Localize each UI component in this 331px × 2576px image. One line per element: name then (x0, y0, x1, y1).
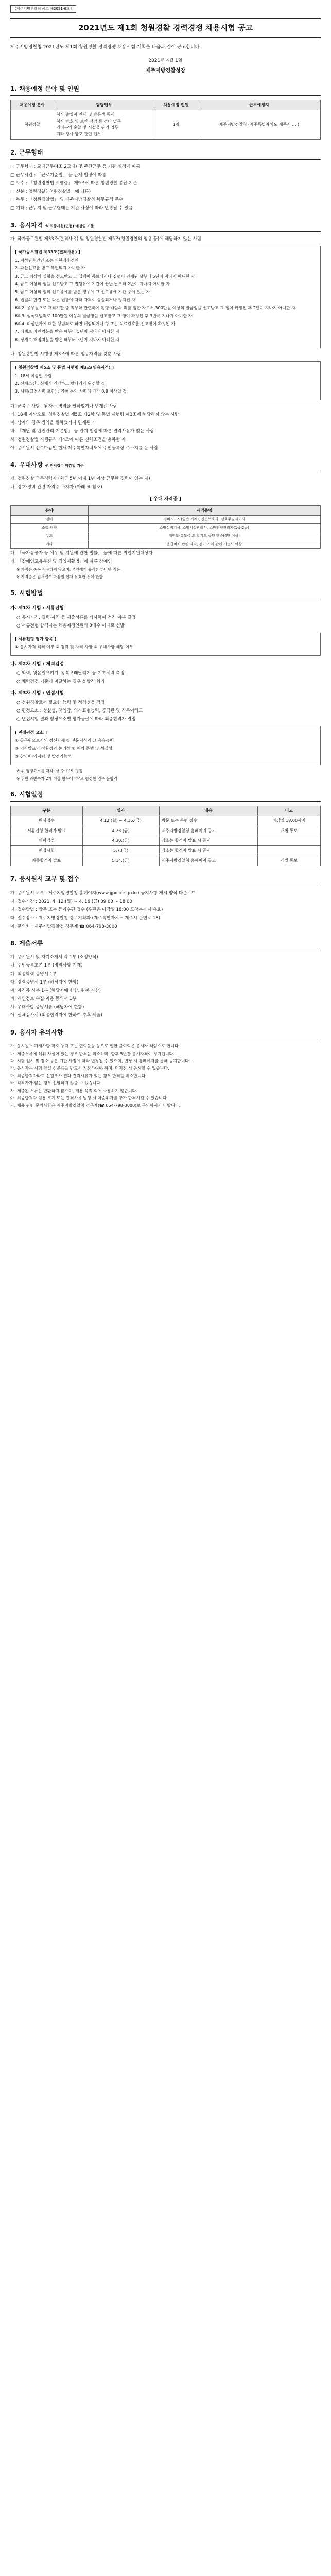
table-cell: 소방설비기사, 소방시설관리사, 소방안전관리자(1급·2급) (88, 523, 321, 532)
section-title: 1. 채용예정 분야 및 인원 (10, 84, 321, 96)
table-cell: 5.14.(금) (82, 856, 159, 866)
table-cell: 개별 통보 (257, 856, 320, 866)
table-row (11, 846, 321, 856)
note-line: ※ 위 평정요소를 각각 '상·중·하'로 평정 (16, 769, 83, 774)
table-header: 채용예정 인원 (154, 100, 198, 110)
notice-reference: 【제주지방경찰청 공고 제2021-6호】 (10, 5, 76, 13)
subsection-title: 다. 제3차 시험 : 면접시험 (10, 691, 64, 697)
method-line: ○ 서류전형 합격자는 채용예정인원의 3배수 이내로 선발 (16, 623, 125, 629)
caution-line: 아. 최종합격자 임용 포기 또는 결격사유 발생 시 차순위자를 추가 합격시킬 수 있습니다. (10, 1095, 168, 1100)
table-header: 내용 (159, 806, 257, 816)
table-row (11, 826, 321, 836)
table-header: 일자 (82, 806, 159, 816)
eligibility-extra: 마. 남자의 경우 병역을 필하였거나 면제된 자 (10, 420, 96, 426)
eligibility-extra: 라. 18세 이상으로, 청원경찰법 제5조 제2항 및 동법 시행령 제3조에 해당하지 않는 사람 (10, 412, 179, 417)
box-line: ③ 의사발표의 정확성과 논리성 ④ 예의·품행 및 성실성 (15, 746, 113, 751)
table-row (11, 856, 321, 866)
method-line: ○ 체력검정 기준에 미달하는 경우 불합격 처리 (16, 679, 105, 684)
table-header: 구분 (11, 806, 83, 816)
table-header: 비고 (257, 806, 320, 816)
caution-line: 나. 제출서류에 허위 사실이 있는 경우 합격을 취소하며, 향후 5년간 응시자격이 정지됩니다. (10, 1051, 175, 1056)
table-cell: 4.12.(월) ~ 4.16.(금) (82, 816, 159, 826)
document-line: 라. 경력증명서 1부 (해당자에 한함) (10, 979, 79, 985)
note-line: ※ 가점은 중복 적용하지 않으며, 본인에게 유리한 하나만 적용 (16, 567, 120, 572)
box-line: 4. 금고 이상의 형을 선고받고 그 집행유예 기간이 끝난 날부터 2년이 지나지 아니한 자 (15, 281, 170, 286)
box-line: 7. 징계로 파면처분을 받은 때부터 5년이 지나지 아니한 자 (15, 329, 120, 334)
caution-line: 라. 응시자는 시험 당일 신분증을 반드시 지참하여야 하며, 미지참 시 응시할 수 없습니다. (10, 1066, 169, 1071)
table-row (11, 836, 321, 846)
subsection-title: 가. 제1차 시험 : 서류전형 (10, 605, 64, 611)
work-type-item: □ 복무 : 「청원경찰법」 및 제주지방경찰청 복무규정 준수 (10, 197, 124, 203)
cert-table-title: [ 우대 자격증 ] (149, 496, 182, 502)
table-cell: 5.7.(금) (82, 846, 159, 856)
table-cell: 제주지방경찰청 홈페이지 공고 (159, 826, 257, 836)
section-preference (10, 460, 321, 580)
table-cell: 방문 또는 우편 접수 (159, 816, 257, 826)
table-header: 분야 (11, 505, 89, 515)
box-line: 1. 피성년후견인 또는 피한정후견인 (15, 258, 79, 263)
box-line: 2. 신체조건 : 신체가 건강하고 팔다리가 완전할 것 (15, 381, 105, 386)
table-cell (257, 846, 320, 856)
table-cell: 서류전형 합격자 발표 (11, 826, 83, 836)
section-application (10, 874, 321, 930)
table-cell: 장소는 합격자 발표 시 공지 (159, 836, 257, 846)
method-line: ○ 면접시험 결과 평정요소별 평가등급에 따라 최종합격자 결정 (16, 717, 136, 722)
section-title: 6. 시험일정 (10, 790, 321, 802)
cautions-list (10, 1043, 321, 1109)
work-type-item: □ 근무형태 : 교대근무(4조 2교대) 및 주간근무 등 기관 실정에 따름 (10, 164, 141, 170)
eligibility-line: 다. 군복무 사항 : 남자는 병역을 필하였거나 면제된 사람 (10, 403, 117, 409)
document-line: 다. 최종학력 증명서 1부 (10, 971, 57, 977)
method-note (16, 768, 321, 782)
table-row (11, 816, 321, 826)
document-line: 사. 우대사항 증빙서류 (해당자에 한함) (10, 1005, 84, 1010)
application-line: 마. 문의처 : 제주지방경찰청 경무계 ☎ 064-798-3000 (10, 924, 117, 929)
table-cell-field: 청원경찰 (11, 110, 54, 140)
table-cell: 경비 (11, 516, 89, 524)
section-title: 9. 응시자 유의사항 (10, 1028, 321, 1040)
table-cell-duties (54, 110, 154, 140)
table-header: 채용예정 분야 (11, 100, 54, 110)
interview-eval-box (10, 726, 321, 765)
section-title (10, 460, 321, 472)
section-title: 2. 근무형태 (10, 148, 321, 160)
box-line: 6의2. 공무원으로 재직기간 중 직무와 관련하여 횡령·배임의 죄를 범한 자로서 300만원 이상의 벌금형을 선고받고 그 형이 확정된 후 2년이 지나지 아니한 자 (15, 306, 295, 311)
note-line: ※ 위원 과반수가 2개 이상 항목에 '하'로 평정한 경우 불합격 (16, 776, 118, 781)
method-line: ○ 평정요소 : 성실성, 책임감, 의사표현능력, 공직관 및 직무이해도 (16, 708, 143, 714)
note-line: ※ 자격증은 원서접수 마감일 현재 유효한 것에 한함 (16, 574, 103, 580)
box-line: [ 서류전형 평가 항목 ] (15, 636, 57, 641)
box-line: 3. 금고 이상의 실형을 선고받고 그 집행이 종료되거나 집행이 면제된 날부터 5년이 지나지 아니한 자 (15, 274, 195, 279)
section-note: ※ 원서접수 마감일 기준 (45, 463, 84, 468)
table-cell: 개별 통보 (257, 826, 320, 836)
box-line: 2. 파산선고를 받고 복권되지 아니한 자 (15, 266, 85, 271)
box-line: 6의3. 성폭력범죄로 100만원 이상의 벌금형을 선고받고 그 형이 확정된 후 3년이 지나지 아니한 자 (15, 313, 193, 318)
section-documents (10, 939, 321, 1020)
recruitment-table (10, 100, 321, 140)
caution-line: 사. 제출된 서류는 반환하지 않으며, 채용 목적 외에 사용하지 않습니다. (10, 1088, 137, 1093)
notice-intro: 제주지방경찰청 2021년도 제1회 청원경찰 경력경쟁 채용시험 계획을 다음과 같이 공고합니다. (10, 45, 201, 50)
application-line: 나. 접수기간 : 2021. 4. 12.(월) ~ 4. 16.(금) 09:00 ~ 18:00 (10, 899, 132, 904)
work-type-item: □ 보수 : 「청원경찰법 시행령」 제9조에 따른 청원경찰 봉급 기준 (10, 180, 137, 186)
qualification-box (10, 361, 321, 400)
preference-line: 나. 경호·경비 관련 자격증 소지자 (아래 표 참조) (10, 484, 102, 490)
duty-item: 기타 청사 방호 관련 업무 (56, 131, 101, 137)
box-line: ① 공무원으로서의 정신자세 ② 전문지식과 그 응용능력 (15, 738, 114, 743)
section-schedule (10, 790, 321, 866)
caution-line: 마. 최종합격자라도 신원조사 결과 결격사유가 있는 경우 합격을 취소합니다. (10, 1073, 147, 1078)
application-line: 라. 접수장소 : 제주지방경찰청 경무기획과 (제주특별자치도 제주시 문연로 18) (10, 916, 160, 921)
document-line: 아. 신체검사서 (최종합격자에 한하여 추후 제출) (10, 1013, 102, 1019)
box-line: ⑤ 창의력·의지력 및 발전가능성 (15, 754, 72, 759)
eligibility-extra: 아. 응시원서 접수마감일 현재 제주특별자치도에 주민등록상 주소지를 둔 사람 (10, 445, 159, 451)
caution-line: 다. 시험 일시 및 장소 등은 기관 사정에 따라 변경될 수 있으며, 변경 시 홈페이지를 통해 공지합니다. (10, 1059, 190, 1064)
disqualification-box (10, 246, 321, 348)
table-cell: 최종합격자 발표 (11, 856, 83, 866)
document-line: 바. 개인정보 수집·이용 동의서 1부 (10, 996, 77, 1002)
table-cell: 제주지방경찰청 홈페이지 공고 (159, 856, 257, 866)
section-title: 7. 응시원서 교부 및 접수 (10, 874, 321, 886)
table-cell: 체력검정 (11, 836, 83, 846)
table-cell: 면접시험 (11, 846, 83, 856)
box-line: 8. 징계로 해임처분을 받은 때부터 3년이 지나지 아니한 자 (15, 337, 120, 342)
duty-item: 청사 출입자 안내 및 방문객 통제 (56, 112, 115, 117)
notice-title: 2021년도 제1회 청원경찰 경력경쟁 채용시험 공고 (10, 18, 321, 38)
section-title: 5. 시험방법 (10, 588, 321, 600)
table-cell-count: 1명 (154, 110, 198, 140)
caution-line: 가. 응시원서 기재사항 착오·누락 또는 연락불능 등으로 인한 불이익은 응시자 책임으로 합니다. (10, 1044, 180, 1049)
method-line: ○ 청원경찰로서 필요한 능력 및 적격성을 검정 (16, 700, 105, 705)
table-cell: 마감일 18:00까지 (257, 816, 320, 826)
document-line: 가. 응시원서 및 자기소개서 각 1부 (소정양식) (10, 955, 98, 960)
section-title-text: 4. 우대사항 (10, 461, 43, 468)
section-title-text: 3. 응시자격 (10, 221, 43, 229)
eligibility-line: 가. 국가공무원법 제33조(결격사유) 및 청원경찰법 제5조(청원경찰의 임용 등)에 해당하지 않는 사람 (10, 236, 202, 242)
table-header: 근무예정지 (198, 100, 320, 110)
table-cell: 무도 (11, 532, 89, 540)
duty-item: 경비구역 순찰 및 시설물 관리 업무 (56, 125, 119, 130)
table-cell: 응급처치 관련 자격, 전기·기계 관련 기능사 이상 (88, 540, 321, 548)
table-cell: 기타 (11, 540, 89, 548)
box-line: 6. 법원의 판결 또는 다른 법률에 따라 자격이 상실되거나 정지된 자 (15, 297, 135, 302)
box-line: 3. 시력(교정시력 포함) : 양쪽 눈의 시력이 각각 0.8 이상일 것 (15, 389, 127, 394)
table-cell: 경비지도사(일반·기계), 신변보호사, 경호무술지도자 (88, 516, 321, 524)
preference-line: 다. 「국가유공자 등 예우 및 지원에 관한 법률」 등에 따른 취업지원대상자 (10, 550, 153, 556)
application-line: 가. 응시원서 교부 : 제주지방경찰청 홈페이지(www.jjpolice.go.kr) 공지사항 게시 양식 다운로드 (10, 890, 196, 896)
table-header: 담당업무 (54, 100, 154, 110)
section-work-type (10, 148, 321, 212)
notice-date: 2021년 4월 1일 (148, 58, 183, 64)
table-cell-place: 제주지방경찰청 (제주특별자치도 제주시 … ) (198, 110, 320, 140)
document-eval-box (10, 633, 321, 656)
section-eligibility (10, 221, 321, 452)
table-cell: 장소는 합격자 발표 시 공지 (159, 846, 257, 856)
document-line: 나. 주민등록초본 1부 (병역사항 기재) (10, 963, 83, 969)
document-line: 마. 자격증 사본 1부 (해당자에 한함, 원본 지참) (10, 988, 101, 993)
box-line: 5. 금고 이상의 형의 선고유예를 받은 경우에 그 선고유예 기간 중에 있는 자 (15, 290, 150, 295)
schedule-table (10, 806, 321, 866)
table-cell: 4.23.(금) (82, 826, 159, 836)
preference-note (16, 567, 321, 580)
caution-line: 바. 적격자가 없는 경우 선발하지 않을 수 있습니다. (10, 1081, 102, 1086)
section-note: ※ 최종시험(면접) 예정일 기준 (45, 224, 94, 228)
section-title (10, 221, 321, 232)
duty-item: 청사 방호 및 보안 점검 등 경비 업무 (56, 118, 121, 124)
table-cell: 소방·안전 (11, 523, 89, 532)
eligibility-line: 나. 청원경찰법 시행령 제3조에 따른 임용자격을 갖춘 사람 (10, 352, 121, 358)
caution-line: 자. 채용 관련 문의사항은 제주지방경찰청 경무계(☎ 064-798-3000)로 문의하시기 바랍니다. (10, 1103, 181, 1108)
eligibility-extra: 바. 「재난 및 안전관리 기본법」 등 관계 법령에 따른 결격사유가 없는 사람 (10, 429, 154, 434)
box-line: ① 응시자격 적격 여부 ② 경력 및 자격 사항 ③ 우대사항 해당 여부 (15, 645, 133, 650)
section-title: 8. 제출서류 (10, 939, 321, 951)
table-cell (257, 836, 320, 846)
work-type-item: □ 근무시간 : 「근로기준법」 등 관계 법령에 따름 (10, 172, 107, 178)
subsection-title: 나. 제2차 시험 : 체력검정 (10, 661, 64, 667)
preference-line: 가. 청원경찰 근무경력자 (최근 5년 이내 1년 이상 근무한 경력이 있는 자) (10, 476, 150, 482)
notice-signer: 제주지방경찰청장 (145, 67, 186, 74)
box-line: [ 국가공무원법 제33조(결격사유) ] (15, 250, 80, 255)
box-line: 1. 18세 이상인 사람 (15, 373, 52, 378)
application-line: 다. 접수방법 : 방문 또는 등기우편 접수 (우편은 마감일 18:00 도착분까지 유효) (10, 907, 163, 913)
work-type-item: □ 기타 : 근무지 및 근무형태는 기관 사정에 따라 변경될 수 있음 (10, 206, 133, 211)
section-cautions (10, 1028, 321, 1109)
box-title: [ 청원경찰법 제5조 및 동법 시행령 제3조(임용자격) ] (15, 365, 114, 370)
table-cell: 원서접수 (11, 816, 83, 826)
preference-line: 라. 「장애인고용촉진 및 직업재활법」에 따른 장애인 (10, 558, 112, 564)
work-type-item: □ 신분 : 청원경찰(「청원경찰법」에 따름) (10, 189, 91, 195)
cert-table (10, 505, 321, 549)
box-line: [ 면접평정 요소 ] (15, 730, 47, 735)
table-header: 자격증명 (88, 505, 321, 515)
eligibility-extra: 사. 청원경찰법 시행규칙 제4조에 따른 신체조건을 충족한 자 (10, 437, 126, 443)
method-line: ○ 악력, 윗몸일으키기, 왕복오래달리기 등 기초체력 측정 (16, 670, 125, 676)
box-line: 6의4. 미성년자에 대한 성범죄로 파면·해임되거나 형 또는 치료감호를 선고받아 확정된 자 (15, 321, 176, 326)
table-cell: 태권도·유도·검도·합기도 공인 단증(4단 이상) (88, 532, 321, 540)
method-line: ○ 응시자격, 경력·자격 등 제출서류를 심사하여 적격 여부 결정 (16, 615, 136, 620)
section-exam-method (10, 588, 321, 782)
table-cell: 4.30.(금) (82, 836, 159, 846)
section-recruitment (10, 84, 321, 140)
